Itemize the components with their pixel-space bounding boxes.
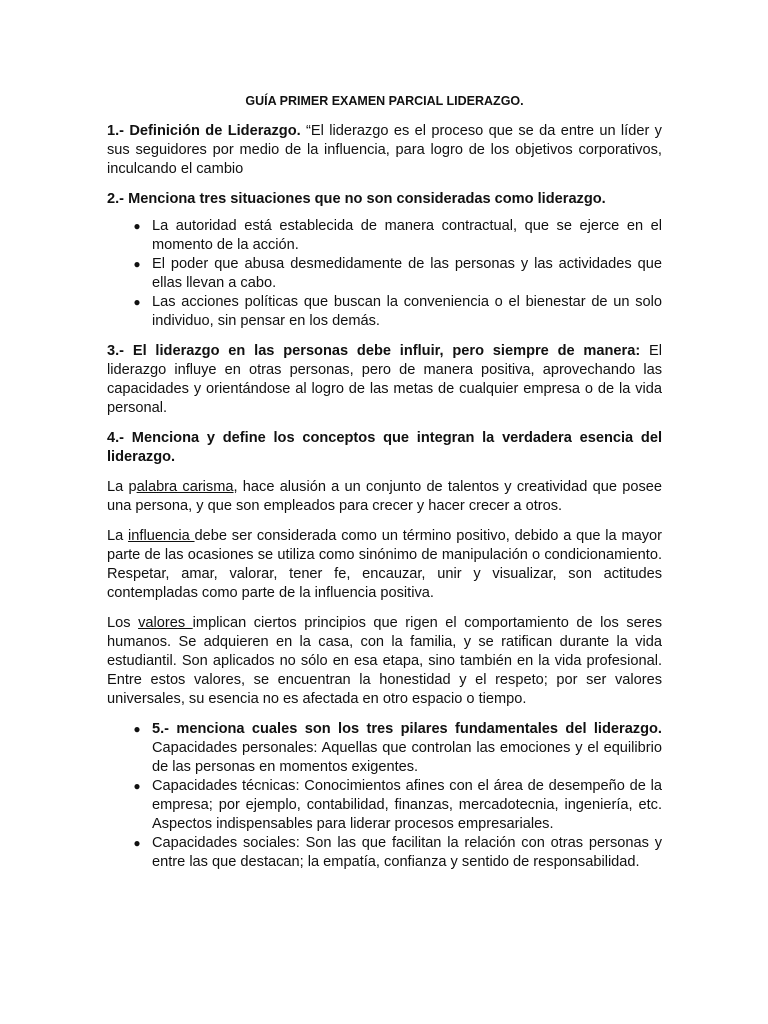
question-1-answer: “El liderazgo es el proceso que se da entre un líder y sus seguidores por medio de la influencia, para logro de los objetivos corporativos, inculcando el cambio <box>107 123 662 177</box>
bullet-icon: ● <box>133 219 141 233</box>
list-item <box>107 834 662 872</box>
bullet-icon: ● <box>133 722 141 736</box>
paragraph-influencia <box>107 527 662 603</box>
question-3-label: 3.- El liderazgo en las personas debe influir, pero siempre de manera: <box>107 343 641 359</box>
list-item-text: Capacidades sociales: Son las que facilitan la relación con otras personas y entre las que destacan; la empatía, confianza y sentido de responsabilidad. <box>152 835 662 870</box>
list-item <box>107 777 662 834</box>
list-item <box>107 217 662 255</box>
bullet-icon: ● <box>133 295 141 309</box>
question-4 <box>107 429 662 467</box>
list-item-text: Capacidades personales: Aquellas que controlan las emociones y el equilibrio de las personas en momentos exigentes. <box>152 740 662 775</box>
list-item-text: Capacidades técnicas: Conocimientos afines con el área de desempeño de la empresa; por ejemplo, contabilidad, finanzas, mercadotecnia, ingeniería, etc. Aspectos indispensables para liderar procesos empresariales. <box>152 778 662 832</box>
question-1-label: 1.- Definición de Liderazgo. <box>107 123 301 139</box>
list-item-text: La autoridad está establecida de manera contractual, que se ejerce en el momento de la acción. <box>152 218 662 253</box>
list-item <box>107 293 662 331</box>
document-title: GUÍA PRIMER EXAMEN PARCIAL LIDERAZGO. <box>245 94 524 108</box>
paragraph-text: implican ciertos principios que rigen el comportamiento de los seres humanos. Se adquieren en la casa, con la familia, y se ratifican durante la vida estudiantil. Son aplicados no sólo en esa etapa, sino también en la vida profesional. Entre estos valores, se encuentran la honestidad y el respeto; por ser valores universales, su esencia no es afectada en otro espacio o tiempo. <box>107 615 662 707</box>
paragraph-text: Los <box>107 615 139 631</box>
paragraph-valores <box>107 614 662 709</box>
question-5-list <box>107 720 662 872</box>
paragraph-text: La p <box>107 479 137 495</box>
question-4-label: 4.- Menciona y define los conceptos que integran la verdadera esencia del liderazgo. <box>107 430 662 465</box>
underlined-term: alabra carisma <box>136 479 234 495</box>
question-2-list <box>107 217 662 331</box>
question-3-answer: El liderazgo influye en otras personas, pero de manera positiva, aprovechando las capacidades y orientándose al logro de las metas de cualquier empresa o de la vida personal. <box>107 343 662 416</box>
paragraph-text: , hace alusión a un conjunto de talentos y creatividad que posee una persona, y que son empleados para crecer y hacer crecer a otros. <box>107 479 662 514</box>
list-item <box>107 720 662 777</box>
list-item-text: Las acciones políticas que buscan la conveniencia o el bienestar de un solo individuo, sin pensar en los demás. <box>152 294 662 329</box>
paragraph-text: debe ser considerada como un término positivo, debido a que la mayor parte de las ocasiones se utiliza como sinónimo de manipulación o condicionamiento. Respetar, amar, valorar, tener fe, encauzar, unir y visualizar, son actitudes contempladas como parte de la influencia positiva. <box>107 528 662 601</box>
question-5-label: 5.- menciona cuales son los tres pilares fundamentales del liderazgo. <box>152 721 662 737</box>
underlined-term: valores <box>138 615 193 631</box>
question-2 <box>107 190 662 209</box>
question-2-label: 2.- Menciona tres situaciones que no son consideradas como liderazgo. <box>107 191 606 207</box>
bullet-icon: ● <box>133 779 141 793</box>
question-1 <box>107 122 662 179</box>
bullet-icon: ● <box>133 836 141 850</box>
underlined-term: influencia <box>128 528 195 544</box>
bullet-icon: ● <box>133 257 141 271</box>
list-item <box>107 255 662 293</box>
paragraph-text: La <box>107 528 129 544</box>
list-item-text: El poder que abusa desmedidamente de las personas y las actividades que ellas llevan a cabo. <box>152 256 662 291</box>
question-3 <box>107 342 662 418</box>
paragraph-carisma <box>107 478 662 516</box>
